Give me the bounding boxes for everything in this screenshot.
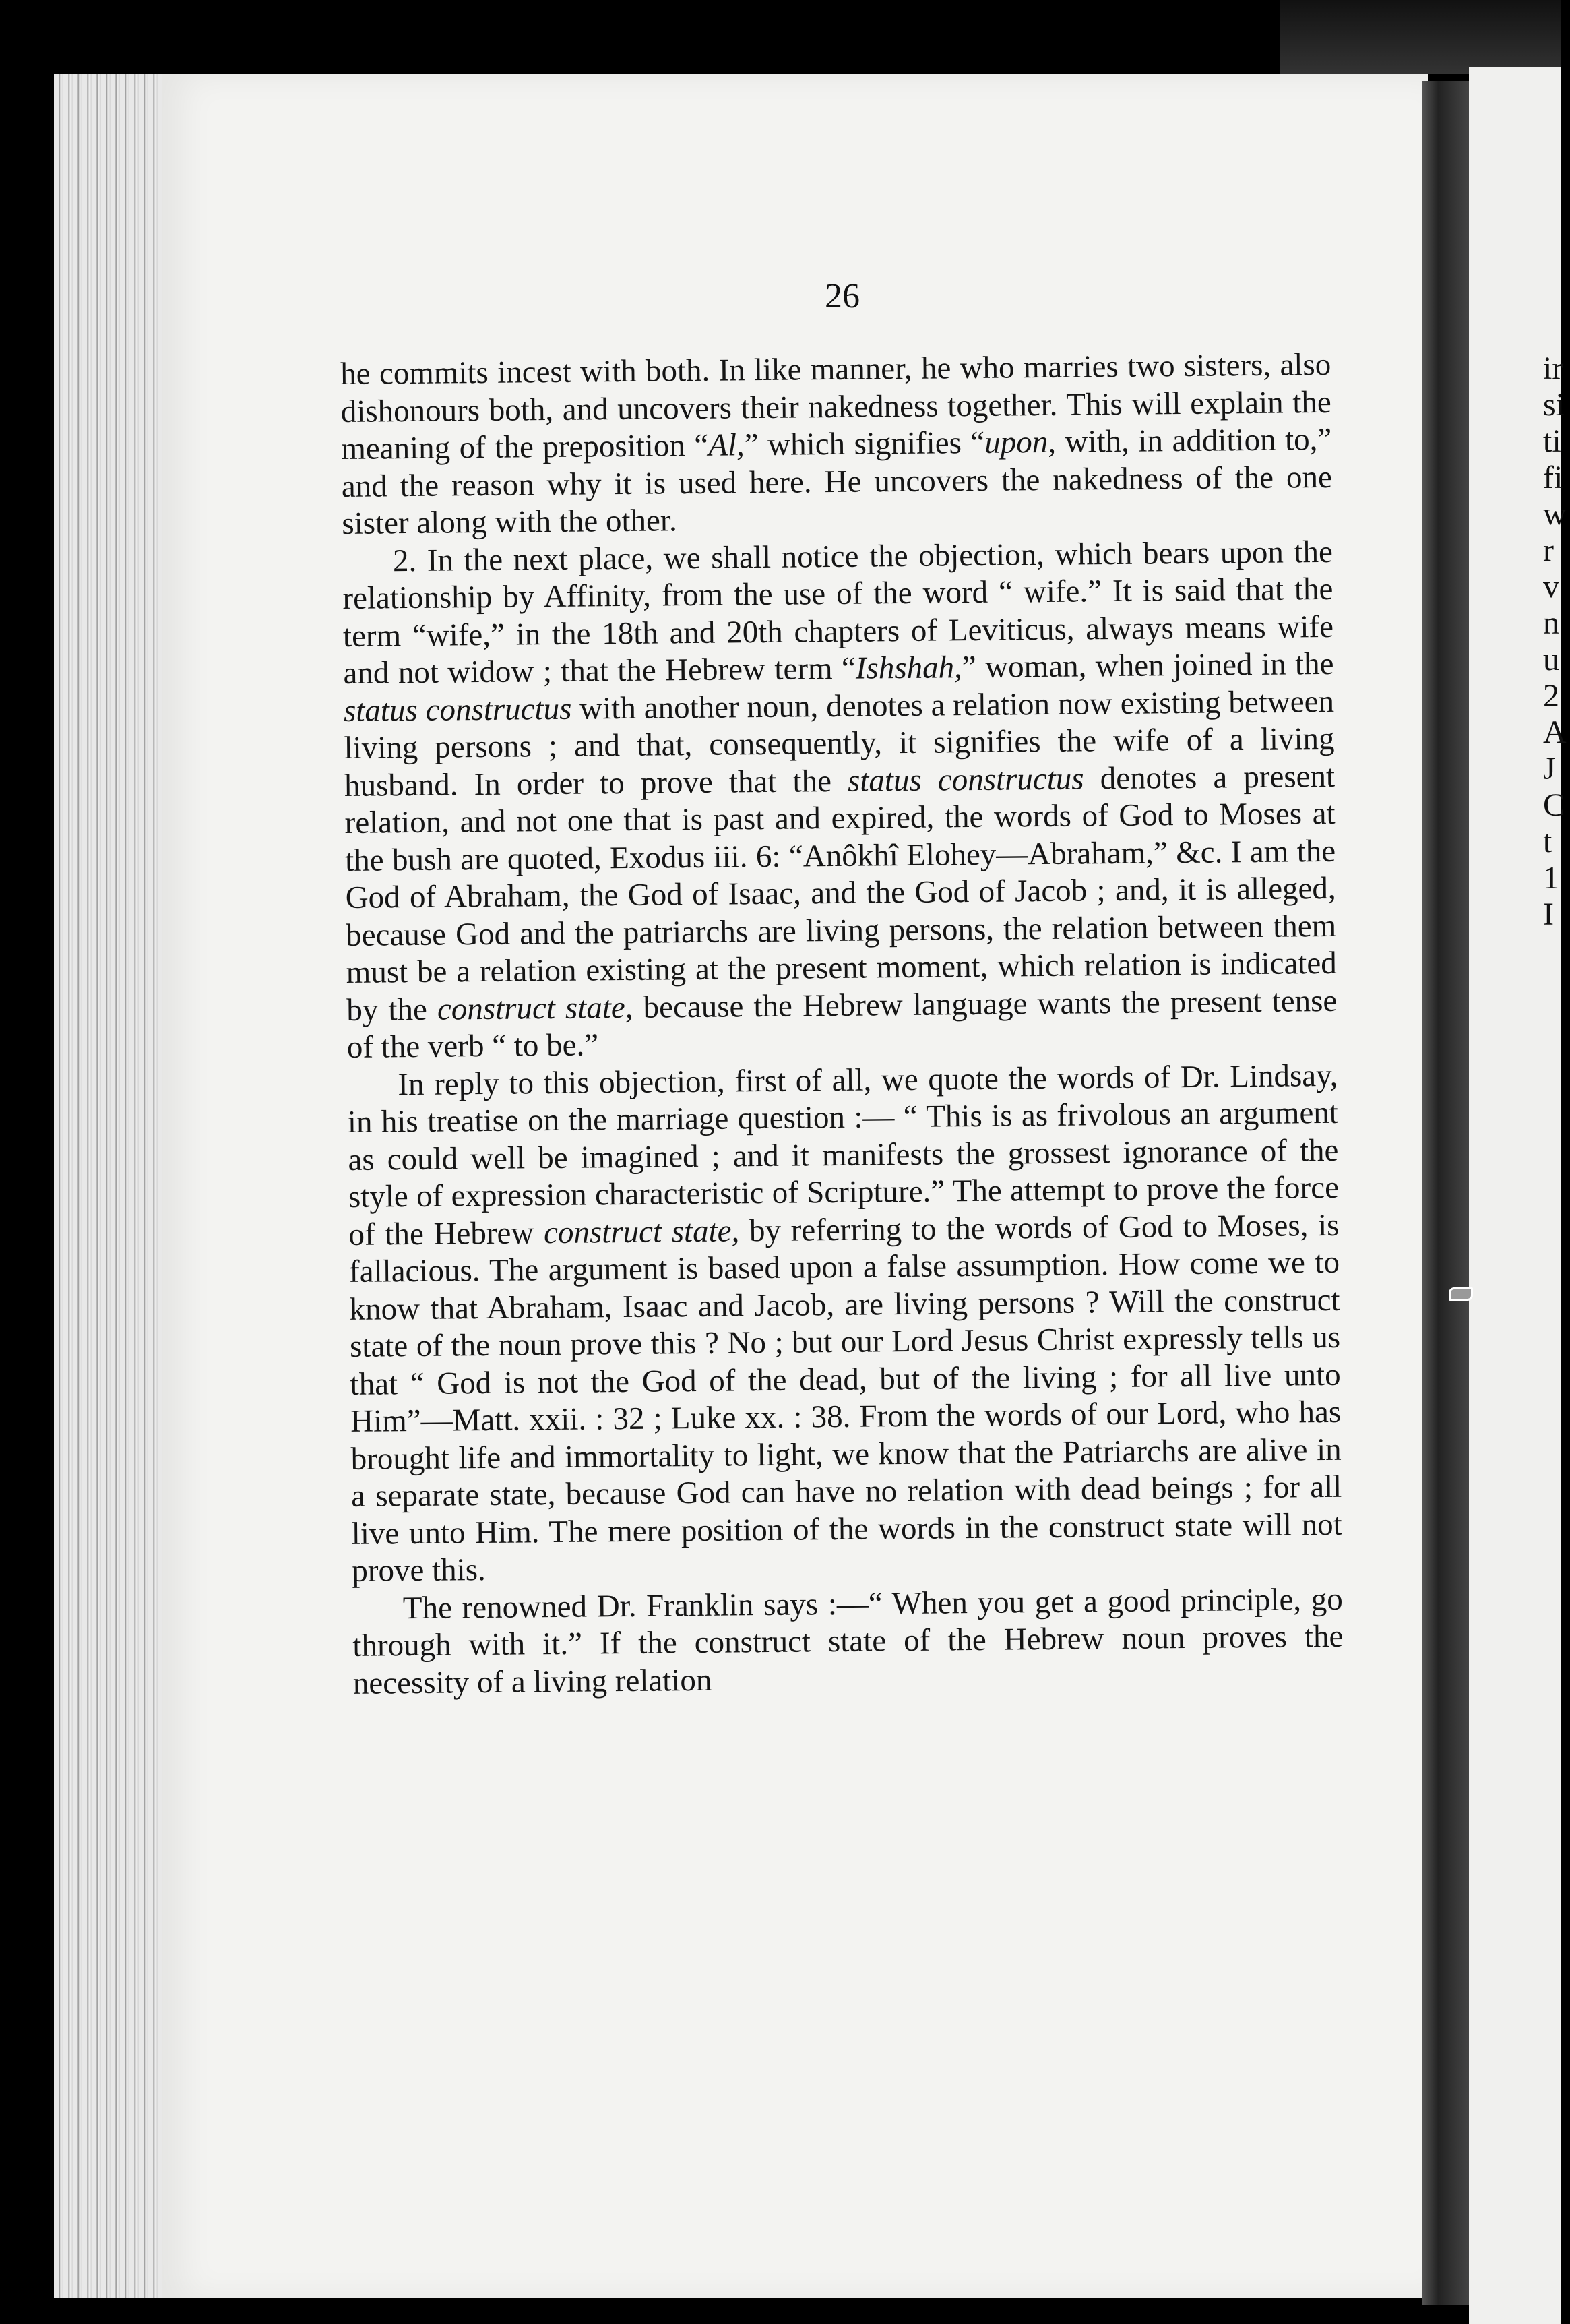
top-edge-shadow	[1280, 0, 1561, 74]
paragraph	[342, 533, 1338, 1066]
facing-page-fragment: n	[1543, 605, 1559, 641]
text-run: In reply to this objection, first of all, we quote the words of Dr. Lindsay, in his treatise on the marriage question :— “ This is as frivolous an argument as could well be imagined ; and it manifests the grossest ignorance of the style of expression characteristic of Scripture.” The attempt to prove the force of the Hebrew	[347, 1058, 1340, 1252]
facing-page-fragment: J	[1543, 751, 1556, 787]
facing-page-fragment: si	[1543, 387, 1565, 423]
paper-clip-mark	[1449, 1287, 1473, 1301]
text-run: he commits incest with both. In like manner, he who marries two sisters, also dishonours both, and uncovers their nakedness together. This will explain the meaning of the preposition “	[340, 346, 1331, 466]
facing-page-fragment: A	[1543, 714, 1567, 750]
paragraph	[347, 1057, 1342, 1590]
facing-page-fragment: fi	[1543, 460, 1563, 495]
facing-page-fragment: w	[1543, 496, 1567, 532]
facing-page-fragment: ti	[1543, 423, 1561, 459]
facing-page-fragment: 2	[1543, 678, 1559, 714]
text-run: ” woman, when joined in the	[962, 646, 1334, 685]
body-text	[340, 346, 1344, 1703]
text-run: by referring to the words of God to Moses, is fallacious. The argument is based upon a false assumption. How come we to know that Abraham, Isaac and Jacob, are living persons ? Will the construct state of the noun prove this ? No ; but our Lord Jesus Christ expressly tells us that “ God is not the God of the dead, but of the living ; for all live unto Him”—Matt. xxii. : 32 ; Luke xx. : 38. From the words of our Lord, who has brought life and immortality to light, we know that the Patriarchs are alive in a separate state, because God can have no relation with dead beings ; for all live unto Him. The mere position of the words in the construct state will not prove this.	[348, 1207, 1342, 1589]
facing-page-fragment: I	[1543, 896, 1554, 932]
facing-page-fragment: 1	[1543, 860, 1559, 896]
text-run: The renowned Dr. Franklin says :—“ When you get a good principle, go through with it.” If the construct state of the Hebrew noun proves the necessity of a living relation	[352, 1581, 1344, 1701]
facing-page-fragment: ir	[1543, 350, 1563, 386]
paragraph	[340, 346, 1333, 543]
text-run: denotes a present relation, and not one that is past and expired, the words of God to Moses at the bush are quoted, Exodus iii. 6: “Anôkhî Elohey—Abraham,” &c. I am the God of Abraham, the God of Isaac, and the God of Jacob ; and, it is alleged, because God and the patriarchs are living persons, the relation between them must be a relation existing at the present moment, which relation is indicated by the	[344, 758, 1337, 1028]
italic-term: status constructus	[847, 760, 1084, 799]
binding-gutter	[1422, 81, 1469, 2305]
text-run: with, in addition to,” and the reason why it is used here. He uncovers the nakedness of the one sister along with the other.	[341, 421, 1333, 541]
text-run: with another noun, denotes a relation now existing between living persons ; and that, consequently, it signifies the wife of a living husband. In order to prove that the	[344, 683, 1335, 803]
page-number: 26	[825, 277, 860, 315]
facing-page-fragment: u	[1543, 642, 1559, 677]
italic-term: upon,	[984, 424, 1057, 460]
facing-page-fragment: t	[1543, 824, 1552, 859]
text-run: because the Hebrew language wants the present tense of the verb “ to be.”	[346, 983, 1338, 1065]
facing-page-fragment: C	[1543, 787, 1565, 823]
italic-term: status constructus	[343, 691, 572, 729]
facing-page-fragment: r	[1543, 532, 1554, 568]
italic-term: Al,	[708, 427, 745, 463]
italic-term: construct state,	[543, 1213, 740, 1250]
text-run: ” which signifies “	[744, 425, 985, 463]
facing-page-text-fragments	[1543, 350, 1570, 933]
text-run: 2. In the next place, we shall notice the objection, which bears upon the relationship by Affinity, from the use of the word “ wife.” It is said that the term “wife,” in the 18th and 20th chapters of Leviticus, always means wife and not widow ; that the Hebrew term “	[342, 534, 1334, 691]
facing-page-fragment: v	[1543, 569, 1559, 605]
page-edges	[54, 74, 168, 2298]
italic-term: construct state,	[437, 989, 633, 1027]
italic-term: Ishshah,	[855, 650, 963, 686]
paragraph	[352, 1581, 1344, 1703]
